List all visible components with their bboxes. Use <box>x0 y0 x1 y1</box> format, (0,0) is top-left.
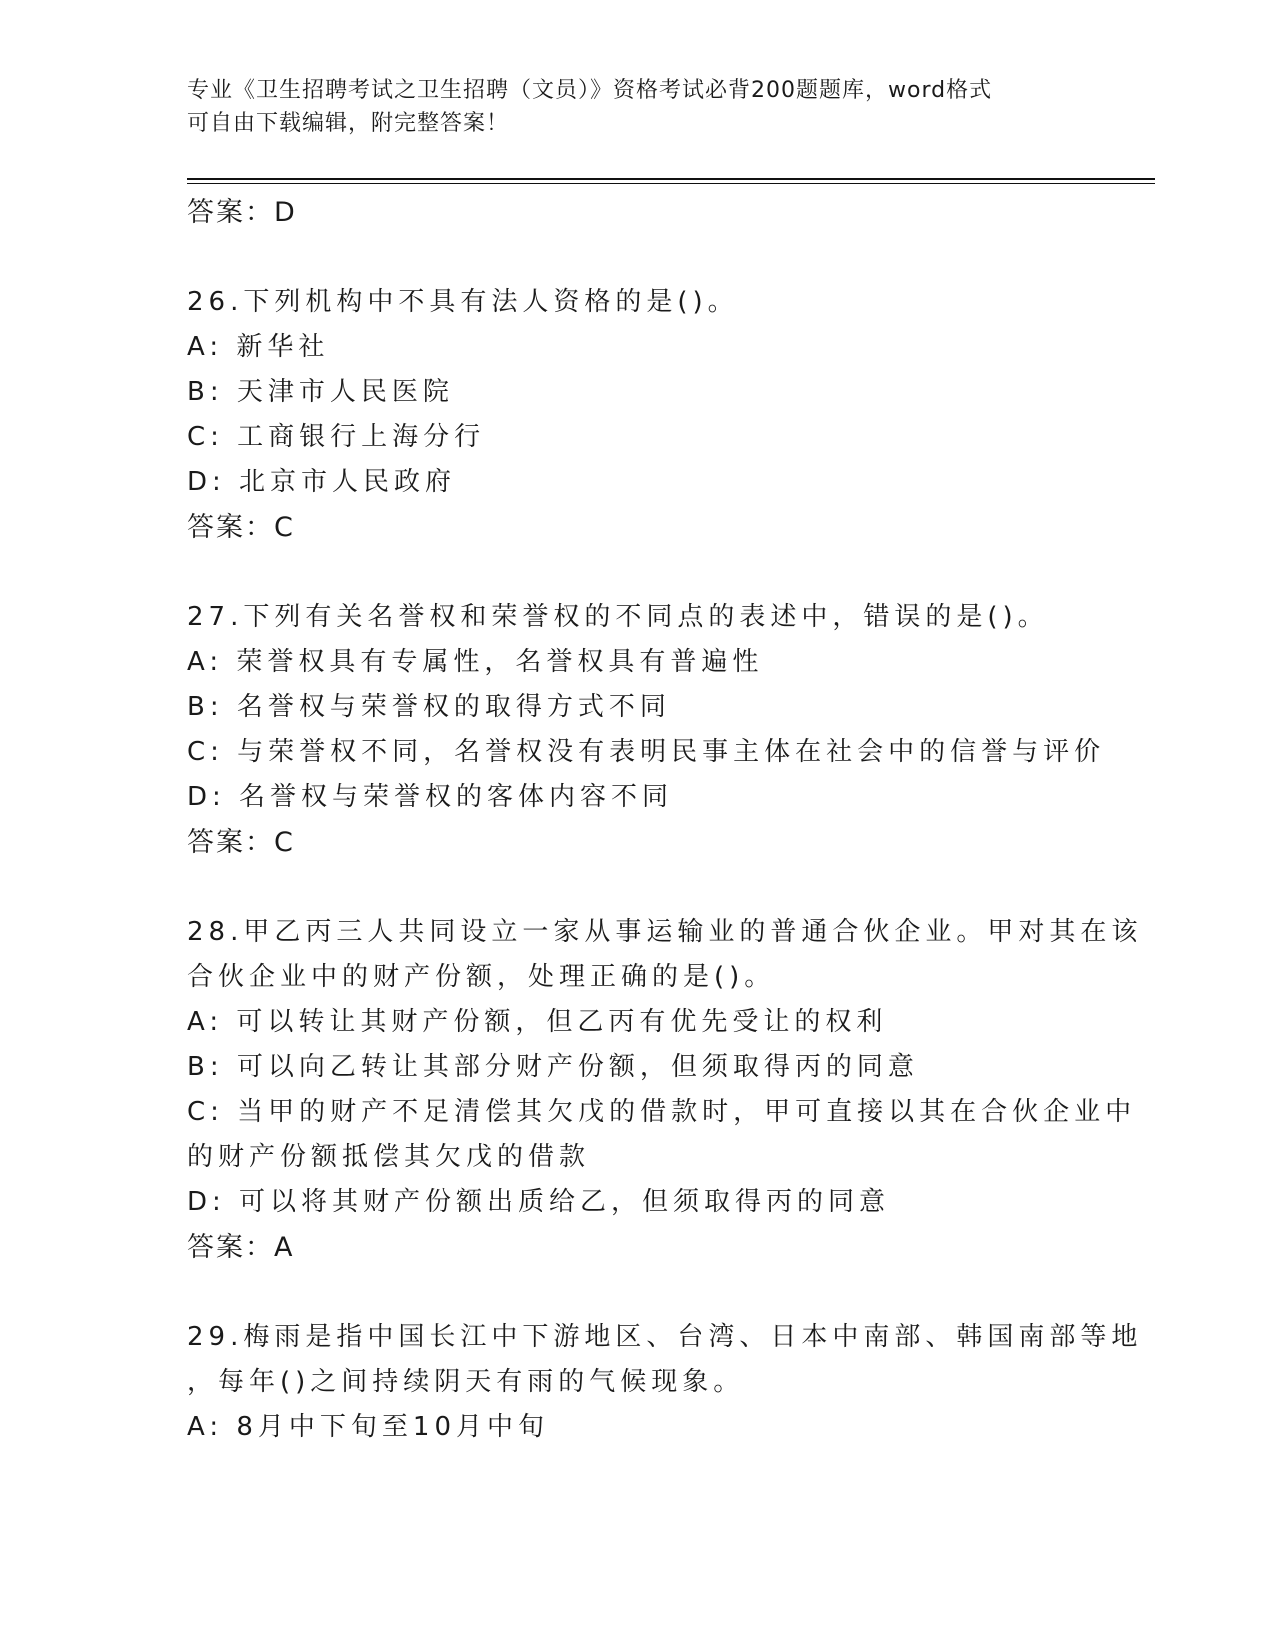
question-stem: 28.甲乙丙三人共同设立一家从事运输业的普通合伙企业。甲对其在该 <box>187 917 1143 947</box>
option-c: C: 与荣誉权不同，名誉权没有表明民事主体在社会中的信誉与评价 <box>187 737 1106 767</box>
spacer <box>187 550 1087 595</box>
option-d: D: 名誉权与荣誉权的客体内容不同 <box>187 782 674 812</box>
question-stem: 26.下列机构中不具有法人资格的是()。 <box>187 287 739 317</box>
question-stem-continued: ，每年()之间持续阴天有雨的气候现象。 <box>187 1367 745 1397</box>
question-list <box>187 190 1143 1450</box>
spacer <box>187 235 1087 280</box>
option-a: A: 荣誉权具有专属性，名誉权具有普遍性 <box>187 647 764 677</box>
spacer <box>187 1270 1087 1315</box>
answer-line: 答案：D <box>187 197 297 228</box>
answer-line: 答案：A <box>187 1232 295 1263</box>
question-item <box>187 910 1143 1270</box>
option-d: D: 可以将其财产份额出质给乙，但须取得丙的同意 <box>187 1187 891 1217</box>
question-stem: 27.下列有关名誉权和荣誉权的不同点的表述中，错误的是()。 <box>187 602 1049 632</box>
question-item <box>187 1315 1143 1450</box>
question-item <box>187 280 1087 550</box>
answer-line: 答案：C <box>187 827 295 858</box>
question-item <box>187 595 1106 865</box>
option-c: C: 当甲的财产不足清偿其欠戊的借款时，甲可直接以其在合伙企业中 <box>187 1097 1137 1127</box>
question-stem: 29.梅雨是指中国长江中下游地区、台湾、日本中南部、韩国南部等地 <box>187 1322 1143 1352</box>
option-b: B: 名誉权与荣誉权的取得方式不同 <box>187 692 671 722</box>
option-a: A: 8月中下旬至10月中旬 <box>187 1412 549 1442</box>
header-line-2: 可自由下载编辑，附完整答案！ <box>187 111 510 136</box>
option-c: C: 工商银行上海分行 <box>187 422 486 452</box>
document-header <box>187 74 1067 140</box>
option-a: A: 可以转让其财产份额，但乙丙有优先受让的权利 <box>187 1007 888 1037</box>
option-d: D: 北京市人民政府 <box>187 467 457 497</box>
question-stem-continued: 合伙企业中的财产份额，处理正确的是()。 <box>187 962 776 992</box>
option-b: B: 可以向乙转让其部分财产份额，但须取得丙的同意 <box>187 1052 919 1082</box>
answer-line: 答案：C <box>187 512 295 543</box>
option-b: B: 天津市人民医院 <box>187 377 454 407</box>
option-a: A: 新华社 <box>187 332 330 362</box>
header-rule-thin <box>187 183 1155 184</box>
spacer <box>187 865 1087 910</box>
header-rule-thick <box>187 178 1155 180</box>
option-c-continued: 的财产份额抵偿其欠戊的借款 <box>187 1142 591 1172</box>
header-line-1: 专业《卫生招聘考试之卫生招聘（文员）》资格考试必背200题题库，word格式 <box>187 78 993 103</box>
